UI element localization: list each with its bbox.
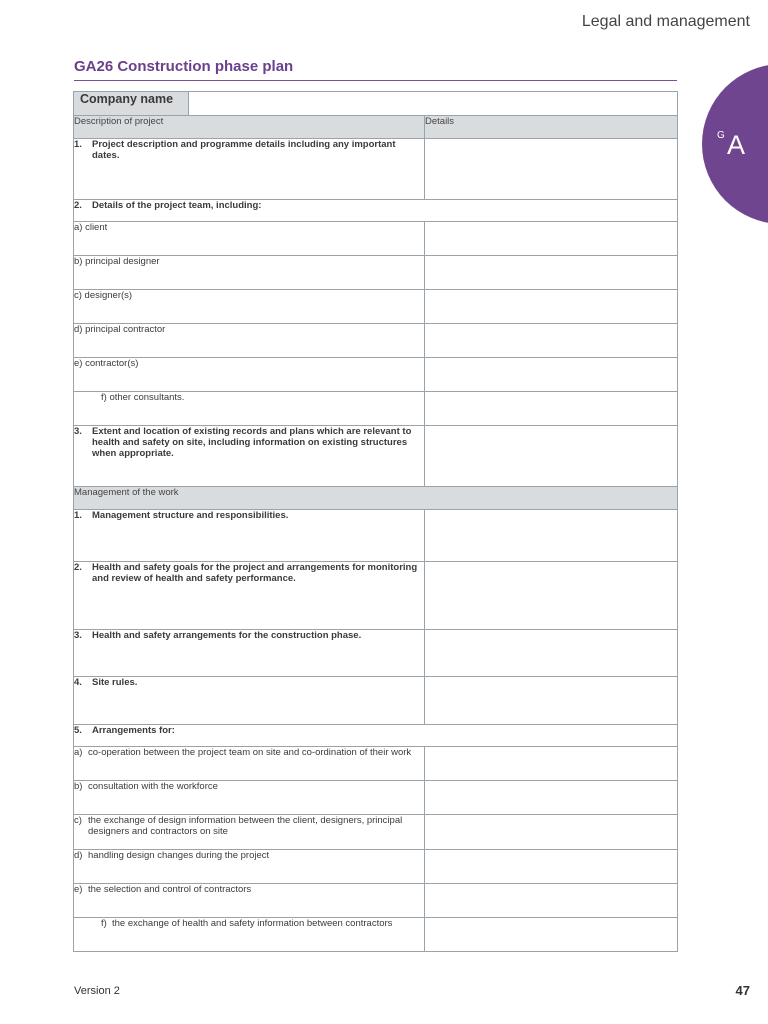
details-field[interactable] bbox=[425, 815, 678, 850]
sub-question-label: d) principal contractor bbox=[74, 324, 425, 358]
question-label: 1. Project description and programme details including any important dates. bbox=[74, 139, 425, 200]
question-label: 1. Management structure and responsibilities. bbox=[74, 510, 425, 562]
company-row bbox=[74, 92, 678, 116]
sub-question-label: e) the selection and control of contractors bbox=[74, 884, 425, 918]
question-label: 2. Health and safety goals for the project and arrangements for monitoring and review of health and safety performance. bbox=[74, 562, 425, 630]
sub-question-label: a) co-operation between the project team on site and co-ordination of their work bbox=[74, 747, 425, 781]
details-heading: Details bbox=[425, 116, 678, 139]
details-field[interactable] bbox=[425, 256, 678, 290]
section-header-row bbox=[74, 116, 678, 139]
details-field[interactable] bbox=[425, 884, 678, 918]
table-row bbox=[74, 884, 678, 918]
construction-phase-plan-form bbox=[73, 91, 678, 952]
details-field[interactable] bbox=[425, 222, 678, 256]
details-field[interactable] bbox=[425, 850, 678, 884]
sub-question-label: e) contractor(s) bbox=[74, 358, 425, 392]
table-row bbox=[74, 510, 678, 562]
details-field[interactable] bbox=[425, 358, 678, 392]
details-field[interactable] bbox=[425, 747, 678, 781]
sub-question-label: c) the exchange of design information between the client, designers, principal designers and contractors on site bbox=[74, 815, 425, 850]
details-field[interactable] bbox=[425, 918, 678, 952]
sub-question-label: f) other consultants. bbox=[74, 392, 425, 426]
document-title: GA26 Construction phase plan bbox=[74, 58, 294, 75]
company-name-label: Company name bbox=[74, 92, 189, 116]
table-row bbox=[74, 725, 678, 747]
question-label: 3. Health and safety arrangements for the construction phase. bbox=[74, 630, 425, 677]
table-row bbox=[74, 392, 678, 426]
details-field[interactable] bbox=[425, 392, 678, 426]
table-row bbox=[74, 918, 678, 952]
sub-question-label: b) consultation with the workforce bbox=[74, 781, 425, 815]
details-field[interactable] bbox=[425, 139, 678, 200]
table-row bbox=[74, 426, 678, 487]
question-label: 2. Details of the project team, including: bbox=[74, 200, 678, 222]
company-name-field[interactable] bbox=[189, 92, 678, 116]
sub-question-label: f) the exchange of health and safety information between contractors bbox=[74, 918, 425, 952]
badge-letter: A bbox=[727, 130, 746, 160]
table-row bbox=[74, 562, 678, 630]
description-of-project-heading: Description of project bbox=[74, 116, 425, 139]
management-of-the-work-heading: Management of the work bbox=[74, 487, 678, 510]
table-row bbox=[74, 850, 678, 884]
section-header-row bbox=[74, 487, 678, 510]
details-field[interactable] bbox=[425, 630, 678, 677]
sub-question-label: d) handling design changes during the project bbox=[74, 850, 425, 884]
sub-question-label: a) client bbox=[74, 222, 425, 256]
details-field[interactable] bbox=[425, 324, 678, 358]
question-label: 3. Extent and location of existing records and plans which are relevant to health and safety on site, including information on existing structures when appropriate. bbox=[74, 426, 425, 487]
table-row bbox=[74, 630, 678, 677]
table-row bbox=[74, 139, 678, 200]
table-row bbox=[74, 815, 678, 850]
table-row bbox=[74, 677, 678, 725]
table-row bbox=[74, 200, 678, 222]
question-label: 4. Site rules. bbox=[74, 677, 425, 725]
table-row bbox=[74, 222, 678, 256]
sub-question-label: b) principal designer bbox=[74, 256, 425, 290]
details-field[interactable] bbox=[425, 510, 678, 562]
badge-superscript: G bbox=[717, 130, 725, 141]
table-row bbox=[74, 781, 678, 815]
version-label: Version 2 bbox=[74, 985, 120, 997]
details-field[interactable] bbox=[425, 781, 678, 815]
details-field[interactable] bbox=[425, 290, 678, 324]
table-row bbox=[74, 324, 678, 358]
page-number: 47 bbox=[735, 983, 750, 998]
details-field[interactable] bbox=[425, 426, 678, 487]
table-row bbox=[74, 256, 678, 290]
title-rule bbox=[74, 80, 677, 81]
section-header: Legal and management bbox=[581, 13, 750, 30]
table-row bbox=[74, 747, 678, 781]
table-row bbox=[74, 358, 678, 392]
table-row bbox=[74, 290, 678, 324]
details-field[interactable] bbox=[425, 562, 678, 630]
question-label: 5. Arrangements for: bbox=[74, 725, 678, 747]
sub-question-label: c) designer(s) bbox=[74, 290, 425, 324]
details-field[interactable] bbox=[425, 677, 678, 725]
